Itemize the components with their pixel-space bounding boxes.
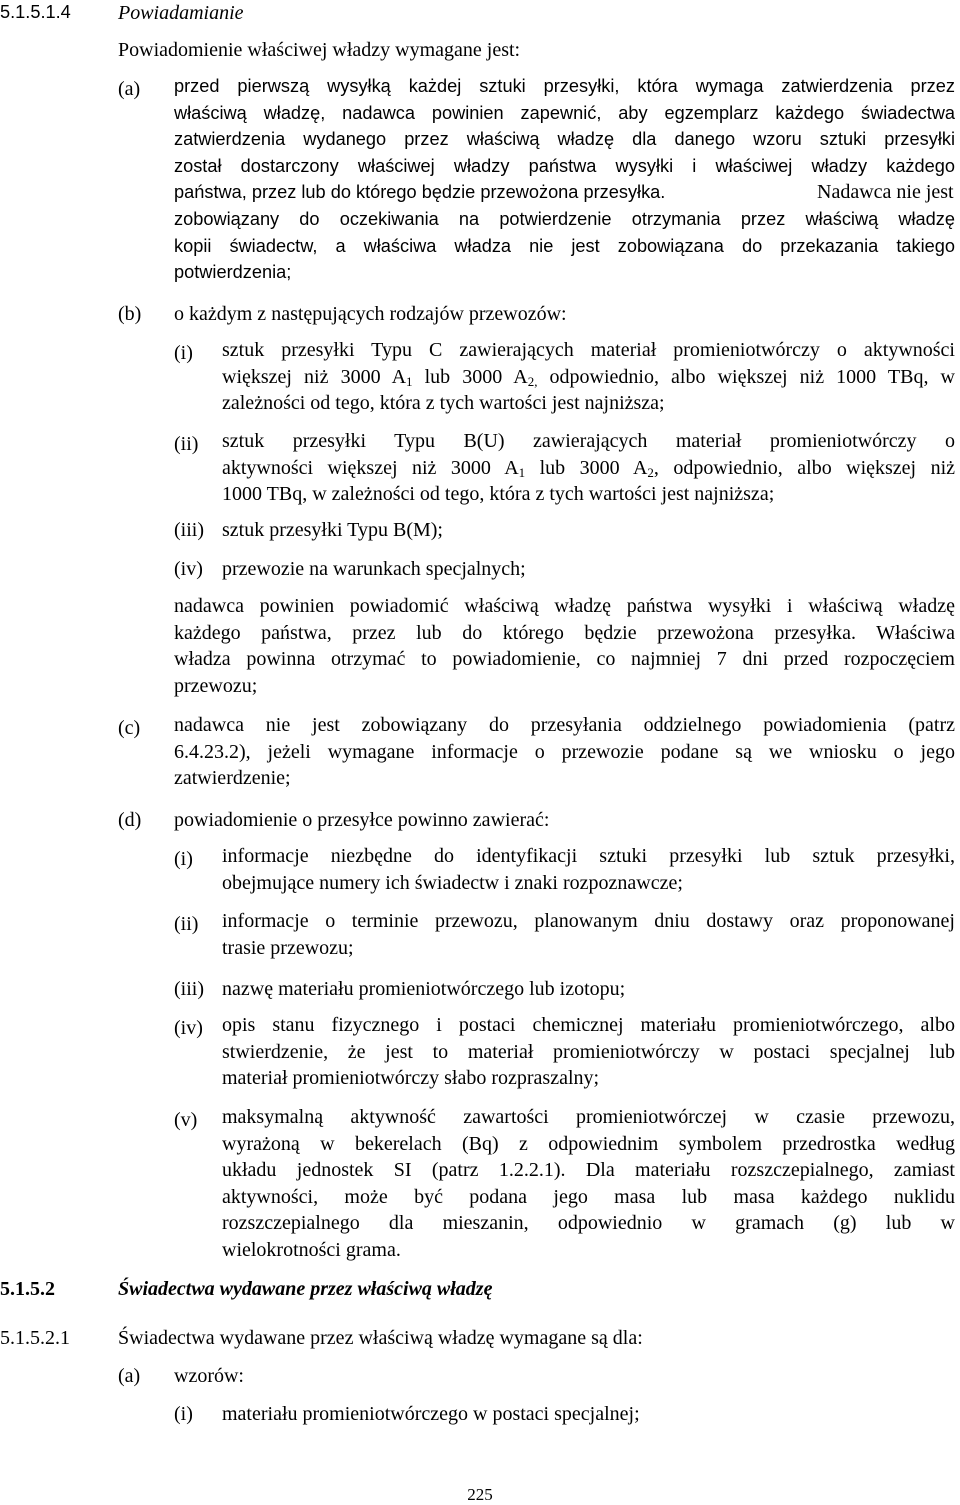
item-b-closing-line: przewozu; [174, 674, 258, 697]
item-d-v-line: wyrażoną w bekerelach (Bq) z odpowiednim symbolem przedrostka według [222, 1132, 955, 1155]
item-a-line: właściwą władzę, nadawca powinien zapewnić, aby egzemplarz każdego świadectwa [174, 102, 955, 123]
item-label-d: (d) [118, 809, 142, 831]
item-b-i-line: zależności od tego, która z tych wartości jest najniższa; [222, 392, 665, 415]
section-title: Świadectwa wydawane przez właściwą władzę [118, 1278, 493, 1300]
item-c-line: 6.4.23.2), jeżeli wymagane informacje o przewozie podane są we wniosku o jego [174, 740, 955, 763]
section-title: Powiadamianie [118, 2, 244, 24]
item-d-iv-line: materiał promieniotwórczy słabo rozpraszalny; [222, 1067, 600, 1090]
item-b-closing-line: władza powinna otrzymać to powiadomienie, co najmniej 7 dni przed rozpoczęciem [174, 648, 955, 671]
item-d-sub-label: (v) [174, 1109, 198, 1131]
item-label-a: (a) [118, 1365, 141, 1387]
item-d-iv-line: stwierdzenie, że jest to materiał promieniotwórczy w postaci specjalnej lub [222, 1040, 955, 1063]
item-d-i-line: obejmujące numery ich świadectw i znaki rozpoznawcze; [222, 871, 683, 894]
item-d-iii-text: nazwę materiału promieniotwórczego lub izotopu; [222, 978, 626, 1000]
item-b-closing-line: każdego państwa, przez lub do którego będzie przewożona przesyłka. Właściwa [174, 621, 955, 644]
item-d-v-line: układu jednostek SI (patrz 1.2.2.1). Dla materiału rozszczepialnego, zamiast [222, 1159, 955, 1182]
item-label-c: (c) [118, 717, 141, 739]
page-number: 225 [467, 1485, 493, 1504]
item-d-sub-label: (ii) [174, 913, 199, 935]
item-b-i-line: większej niż 3000 $A_1$ lub 3000 $A_{2,}$ odpowiednio, albo większej niż 1000 TBq, w [222, 365, 955, 389]
item-b-ii-line: aktywności większej niż 3000 $A_1$ lub 3000 $A_2$, odpowiednio, albo większej niż [222, 456, 956, 480]
item-b-ii-line: sztuk przesyłki Typu B(U) zawierających materiał promieniotwórczy o [222, 430, 955, 452]
item-a-line: przed pierwszą wysyłką każdej sztuki przesyłki, która wymaga zatwierdzenia przez [174, 76, 955, 96]
item-b-sub-label: (ii) [174, 433, 199, 455]
item-c-line: zatwierdzenie; [174, 767, 291, 790]
item-d-intro: powiadomienie o przesyłce powinno zawierać: [174, 809, 550, 831]
item-d-v-line: rozszczepialnego dla mieszanin, odpowiednio w gramach (g) lub w [222, 1212, 955, 1235]
item-d-i-line: informacje niezbędne do identyfikacji sztuki przesyłki lub sztuk przesyłki, [222, 845, 955, 867]
item-text: wzorów: [174, 1365, 244, 1387]
intro-paragraph: Powiadomienie właściwej władzy wymagane jest: [118, 39, 521, 61]
item-d-sub-label: (iii) [174, 978, 204, 1000]
item-b-sub-label: (iii) [174, 519, 204, 541]
item-d-v-line: aktywności, może być podana jego masa lub masa każdego nuklidu [222, 1185, 955, 1208]
item-sub-text: materiału promieniotwórczego w postaci specjalnej; [222, 1403, 640, 1425]
item-b-closing-line: nadawca powinien powiadomić właściwą władzę państwa wysyłki i właściwą władzę [174, 595, 955, 617]
item-a-line-tail: Nadawca nie jest [817, 181, 954, 204]
item-b-i-line: sztuk przesyłki Typu C zawierających materiał promieniotwórczy o aktywności [222, 339, 955, 361]
item-a-line: państwa, przez lub do którego będzie przewożona przesyłka. [174, 182, 666, 203]
item-a-line: zobowiązany do oczekiwania na potwierdzenie otrzymania przez właściwą władzę [174, 209, 955, 229]
paragraph-number: 5.1.5.2.1 [0, 1327, 70, 1349]
item-b-ii-line: 1000 TBq, w zależności od tego, która z tych wartości jest najniższa; [222, 483, 775, 506]
item-d-sub-label: (iv) [174, 1017, 203, 1039]
item-a-line: został dostarczony właściwej władzy państwa wysyłki i właściwej władzy każdego [174, 155, 955, 176]
item-c-line: nadawca nie jest zobowiązany do przesyłania oddzielnego powiadomienia (patrz [174, 714, 955, 736]
item-sub-label: (i) [174, 1403, 193, 1425]
item-b-iii-text: sztuk przesyłki Typu B(M); [222, 519, 443, 541]
item-b-iv-text: przewozie na warunkach specjalnych; [222, 558, 526, 580]
item-a-line: potwierdzenia; [174, 262, 292, 283]
section-number: 5.1.5.1.4 [0, 2, 71, 22]
item-d-iv-line: opis stanu fizycznego i postaci chemicznej materiału promieniotwórczego, albo [222, 1014, 955, 1036]
paragraph-text: Świadectwa wydawane przez właściwą władzę wymagane są dla: [118, 1327, 643, 1349]
item-a-line: zatwierdzenia wydanego przez właściwą władzę dla danego wzoru sztuki przesyłki [174, 129, 955, 150]
item-d-v-line: maksymalną aktywność zawartości promieniotwórczej w czasie przewozu, [222, 1106, 955, 1128]
item-d-sub-label: (i) [174, 848, 193, 870]
item-a-line: kopii świadectw, a właściwa władza nie jest zobowiązana do przekazania takiego [174, 235, 955, 256]
item-b-intro: o każdym z następujących rodzajów przewozów: [174, 303, 567, 325]
item-label-b: (b) [118, 303, 142, 325]
item-b-sub-label: (i) [174, 342, 193, 364]
item-d-ii-line: trasie przewozu; [222, 936, 354, 959]
item-label-a: (a) [118, 78, 141, 100]
section-number: 5.1.5.2 [0, 1278, 55, 1300]
item-d-v-line: wielokrotności grama. [222, 1239, 401, 1261]
item-b-sub-label: (iv) [174, 558, 203, 580]
item-d-ii-line: informacje o terminie przewozu, planowanym dniu dostawy oraz proponowanej [222, 910, 955, 932]
